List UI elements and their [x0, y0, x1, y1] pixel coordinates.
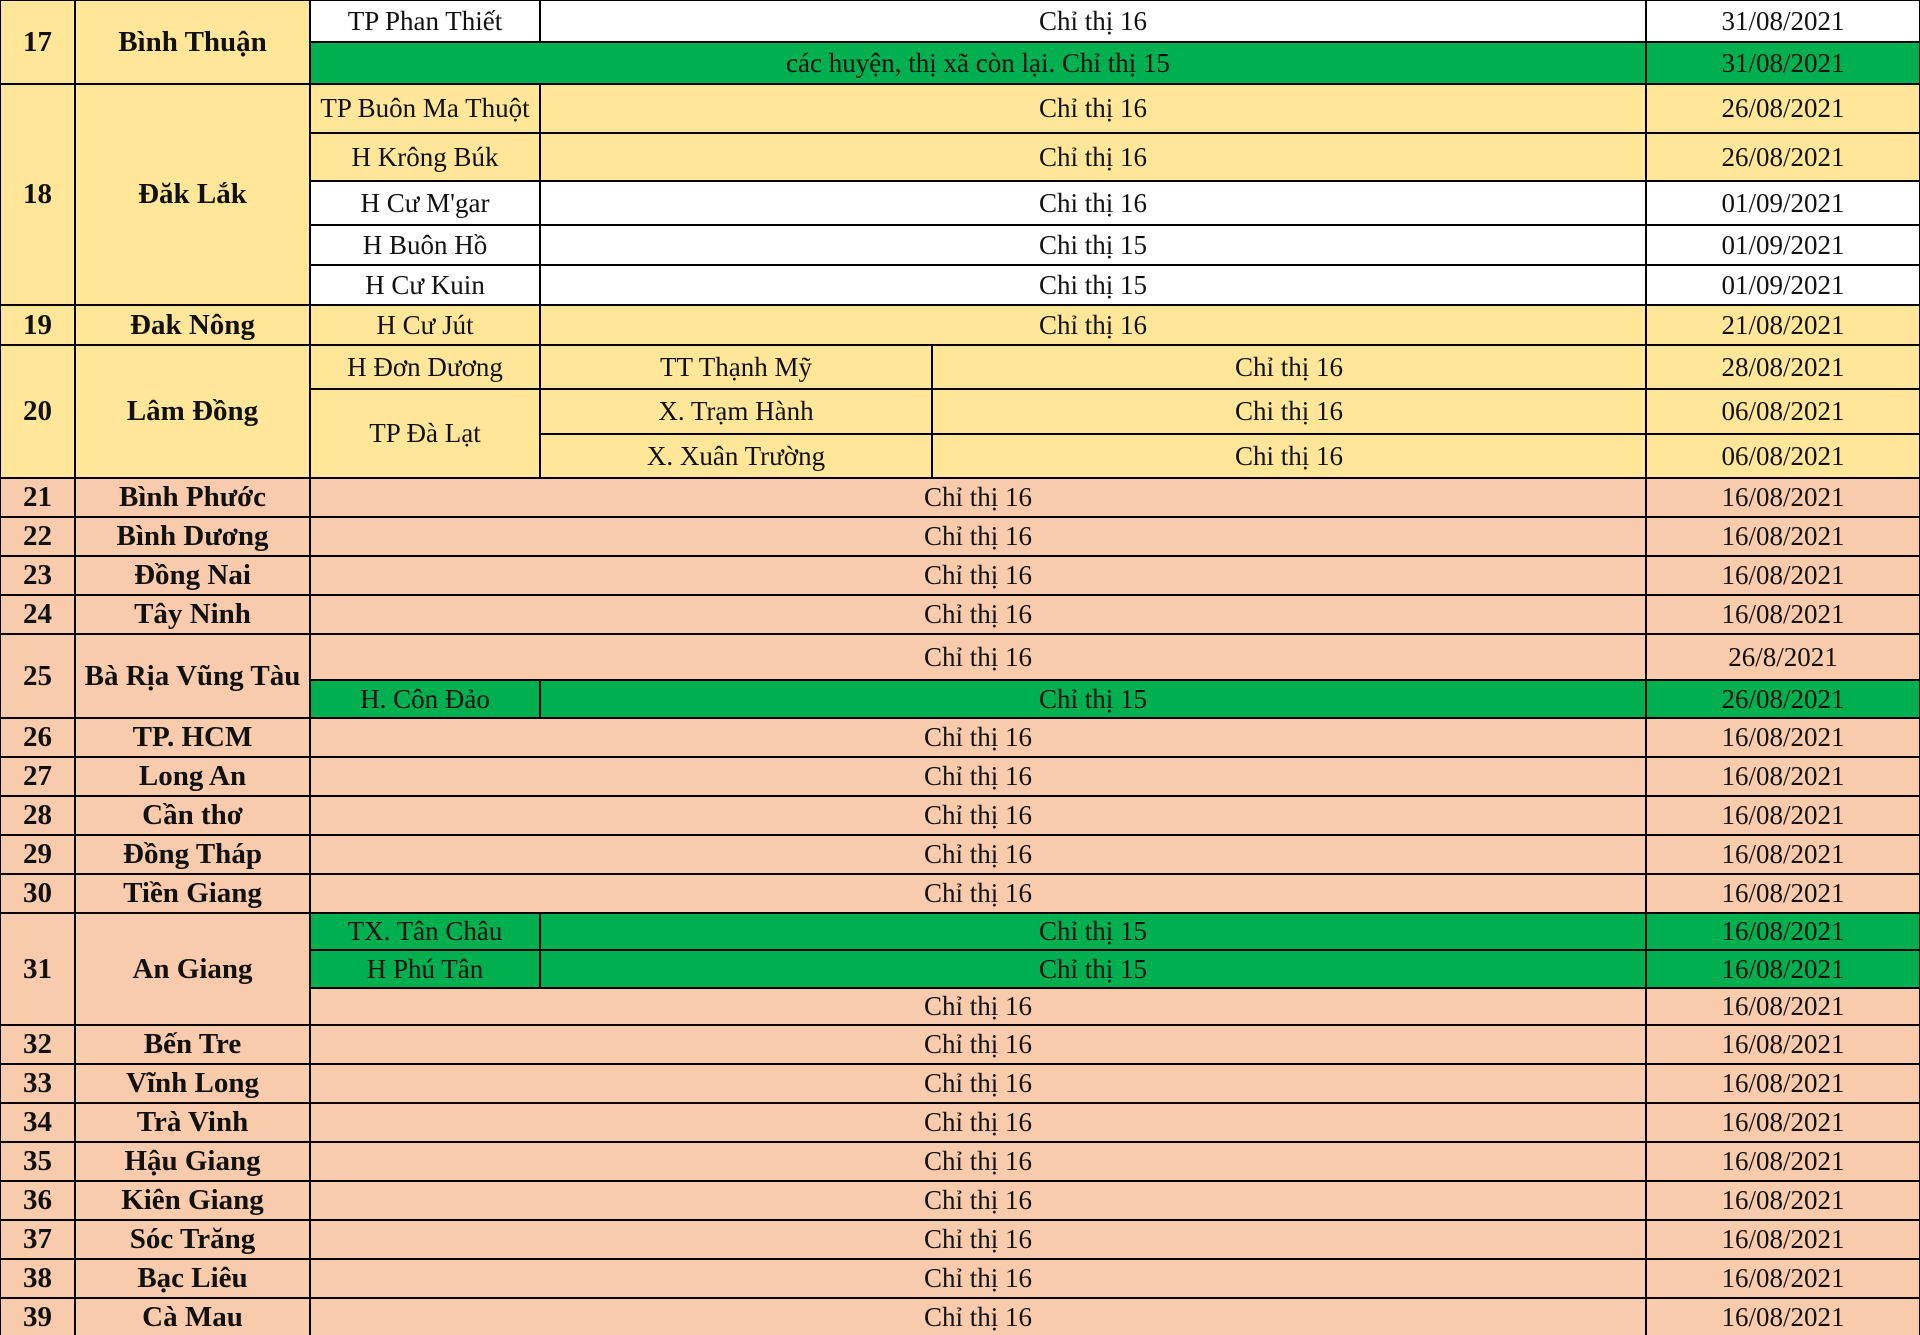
measure-directive: Chỉ thị 16	[310, 874, 1646, 913]
area-name: TP Đà Lạt	[310, 389, 540, 478]
area-name: H Buôn Hồ	[310, 225, 540, 265]
row-number: 27	[0, 757, 75, 796]
sub-area-name: X. Trạm Hành	[540, 389, 932, 434]
measure-directive: Chỉ thị 16	[310, 988, 1646, 1025]
province-name: Hậu Giang	[75, 1142, 310, 1181]
province-name: Bến Tre	[75, 1025, 310, 1064]
row-number: 33	[0, 1064, 75, 1103]
effective-date: 16/08/2021	[1646, 1025, 1920, 1064]
province-name: Sóc Trăng	[75, 1220, 310, 1259]
province-name: Long An	[75, 757, 310, 796]
area-name: H Phú Tân	[310, 950, 540, 988]
area-name: H Krông Búk	[310, 133, 540, 181]
effective-date: 16/08/2021	[1646, 950, 1920, 988]
row-number: 25	[0, 634, 75, 718]
row-number: 36	[0, 1181, 75, 1220]
province-name: Đồng Tháp	[75, 835, 310, 874]
measure-directive: Chỉ thị 16	[310, 1025, 1646, 1064]
province-name: Bình Dương	[75, 517, 310, 556]
effective-date: 16/08/2021	[1646, 1142, 1920, 1181]
effective-date: 31/08/2021	[1646, 0, 1920, 42]
effective-date: 01/09/2021	[1646, 181, 1920, 225]
measure-directive: Chỉ thị 16	[310, 517, 1646, 556]
province-name: Đồng Nai	[75, 556, 310, 595]
sub-area-name: TT Thạnh Mỹ	[540, 345, 932, 389]
measure-directive: Chỉ thị 16	[310, 1298, 1646, 1335]
row-number: 34	[0, 1103, 75, 1142]
effective-date: 16/08/2021	[1646, 517, 1920, 556]
effective-date: 01/09/2021	[1646, 225, 1920, 265]
effective-date: 16/08/2021	[1646, 1220, 1920, 1259]
effective-date: 16/08/2021	[1646, 718, 1920, 757]
province-name: Đak Nông	[75, 305, 310, 345]
effective-date: 16/08/2021	[1646, 1298, 1920, 1335]
effective-date: 16/08/2021	[1646, 478, 1920, 517]
measure-directive: Chỉ thị 16	[540, 305, 1646, 345]
effective-date: 26/08/2021	[1646, 680, 1920, 718]
area-name: H Đơn Dương	[310, 345, 540, 389]
row-number: 26	[0, 718, 75, 757]
measure-directive: Chi thị 15	[540, 225, 1646, 265]
effective-date: 28/08/2021	[1646, 345, 1920, 389]
measure-directive: Chỉ thị 16	[310, 1142, 1646, 1181]
effective-date: 16/08/2021	[1646, 913, 1920, 950]
effective-date: 16/08/2021	[1646, 988, 1920, 1025]
effective-date: 26/08/2021	[1646, 133, 1920, 181]
effective-date: 16/08/2021	[1646, 1103, 1920, 1142]
effective-date: 01/09/2021	[1646, 265, 1920, 305]
effective-date: 16/08/2021	[1646, 1181, 1920, 1220]
measure-directive: Chỉ thị 16	[310, 556, 1646, 595]
measure-directive: Chỉ thị 16	[310, 1181, 1646, 1220]
row-number: 28	[0, 796, 75, 835]
measure-directive: Chi thị 16	[540, 181, 1646, 225]
effective-date: 16/08/2021	[1646, 757, 1920, 796]
measure-directive: Chỉ thị 16	[310, 1103, 1646, 1142]
effective-date: 06/08/2021	[1646, 434, 1920, 478]
row-number: 20	[0, 345, 75, 478]
province-name: Đăk Lắk	[75, 84, 310, 305]
measure-directive: Chỉ thị 16	[932, 345, 1646, 389]
province-name: Bình Thuận	[75, 0, 310, 84]
measure-directive: Chỉ thị 16	[310, 1220, 1646, 1259]
effective-date: 16/08/2021	[1646, 874, 1920, 913]
row-number: 35	[0, 1142, 75, 1181]
measure-directive: Chỉ thị 16	[310, 796, 1646, 835]
row-number: 38	[0, 1259, 75, 1298]
sub-area-name: X. Xuân Trường	[540, 434, 932, 478]
province-name: Kiên Giang	[75, 1181, 310, 1220]
row-number: 31	[0, 913, 75, 1025]
row-number: 17	[0, 0, 75, 84]
row-number: 37	[0, 1220, 75, 1259]
effective-date: 16/08/2021	[1646, 556, 1920, 595]
measure-directive: Chỉ thị 16	[310, 757, 1646, 796]
province-name: TP. HCM	[75, 718, 310, 757]
measure-directive: Chỉ thị 16	[310, 1259, 1646, 1298]
province-name: Lâm Đồng	[75, 345, 310, 478]
measure-directive: các huyện, thị xã còn lại. Chỉ thị 15	[310, 42, 1646, 84]
row-number: 21	[0, 478, 75, 517]
province-name: Bình Phước	[75, 478, 310, 517]
area-name: H. Côn Đảo	[310, 680, 540, 718]
effective-date: 16/08/2021	[1646, 1064, 1920, 1103]
area-name: TP Phan Thiết	[310, 0, 540, 42]
measure-directive: Chi thị 16	[932, 389, 1646, 434]
row-number: 18	[0, 84, 75, 305]
effective-date: 26/8/2021	[1646, 634, 1920, 680]
province-name: Cần thơ	[75, 796, 310, 835]
province-name: Bạc Liêu	[75, 1259, 310, 1298]
row-number: 39	[0, 1298, 75, 1335]
area-name: H Cư Kuin	[310, 265, 540, 305]
province-name: Tây Ninh	[75, 595, 310, 634]
measure-directive: Chỉ thị 15	[540, 950, 1646, 988]
measure-directive: Chi thị 15	[540, 265, 1646, 305]
area-name: TX. Tân Châu	[310, 913, 540, 950]
province-name: Trà Vinh	[75, 1103, 310, 1142]
measure-directive: Chỉ thị 16	[310, 718, 1646, 757]
row-number: 23	[0, 556, 75, 595]
effective-date: 06/08/2021	[1646, 389, 1920, 434]
effective-date: 16/08/2021	[1646, 796, 1920, 835]
province-name: Bà Rịa Vũng Tàu	[75, 634, 310, 718]
province-name: Cà Mau	[75, 1298, 310, 1335]
row-number: 30	[0, 874, 75, 913]
row-number: 24	[0, 595, 75, 634]
measure-directive: Chỉ thị 16	[540, 84, 1646, 133]
measure-directive: Chỉ thị 16	[310, 478, 1646, 517]
row-number: 29	[0, 835, 75, 874]
province-name: Tiền Giang	[75, 874, 310, 913]
effective-date: 26/08/2021	[1646, 84, 1920, 133]
effective-date: 16/08/2021	[1646, 595, 1920, 634]
area-name: TP Buôn Ma Thuột	[310, 84, 540, 133]
measure-directive: Chỉ thị 16	[540, 0, 1646, 42]
province-name: An Giang	[75, 913, 310, 1025]
area-name: H Cư M'gar	[310, 181, 540, 225]
row-number: 22	[0, 517, 75, 556]
province-name: Vĩnh Long	[75, 1064, 310, 1103]
area-name: H Cư Jút	[310, 305, 540, 345]
effective-date: 16/08/2021	[1646, 835, 1920, 874]
measure-directive: Chỉ thị 16	[310, 1064, 1646, 1103]
measure-directive: Chỉ thị 16	[310, 595, 1646, 634]
row-number: 19	[0, 305, 75, 345]
effective-date: 21/08/2021	[1646, 305, 1920, 345]
measure-directive: Chỉ thị 16	[540, 133, 1646, 181]
effective-date: 31/08/2021	[1646, 42, 1920, 84]
row-number: 32	[0, 1025, 75, 1064]
measure-directive: Chỉ thị 15	[540, 913, 1646, 950]
measure-directive: Chi thị 16	[932, 434, 1646, 478]
measure-directive: Chỉ thị 16	[310, 634, 1646, 680]
measure-directive: Chỉ thị 16	[310, 835, 1646, 874]
effective-date: 16/08/2021	[1646, 1259, 1920, 1298]
measure-directive: Chỉ thị 15	[540, 680, 1646, 718]
